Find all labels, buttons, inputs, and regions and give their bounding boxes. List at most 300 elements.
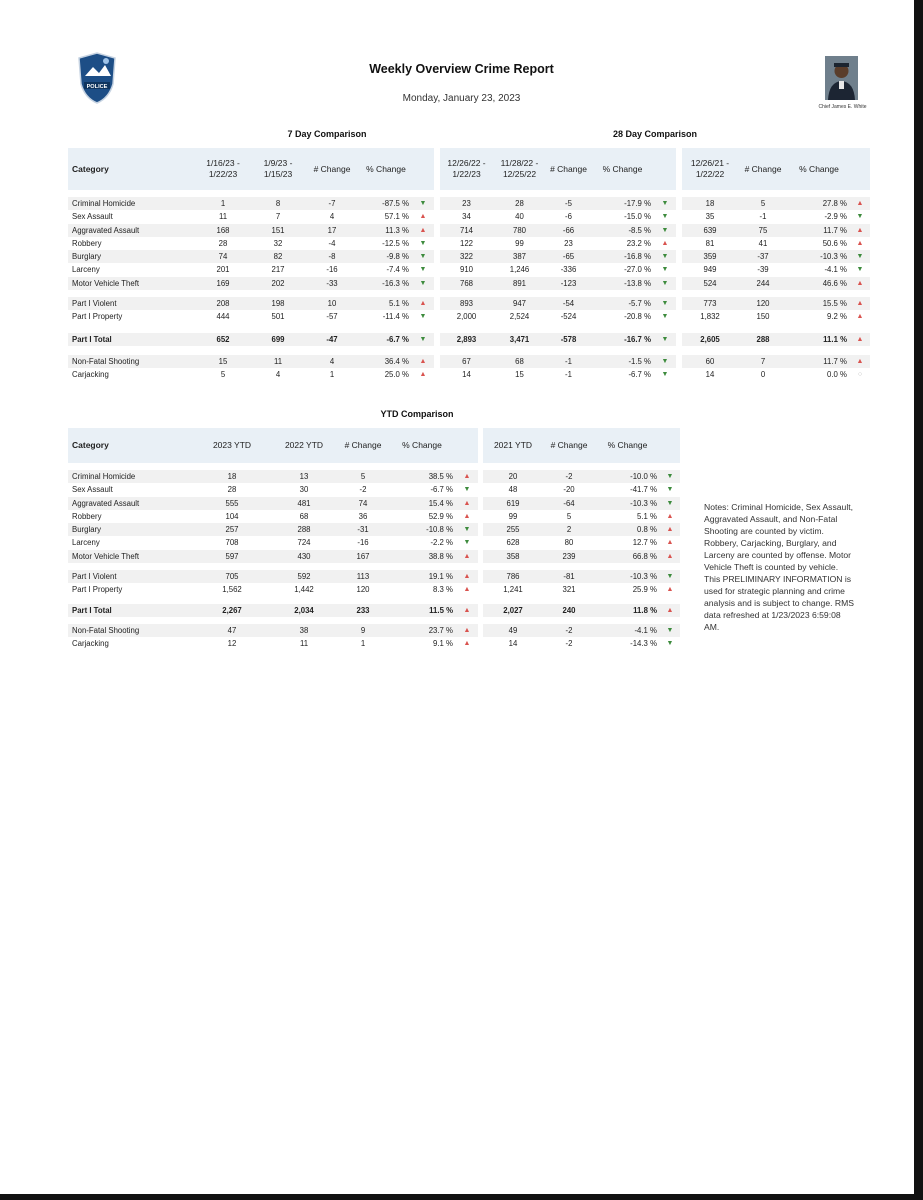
percent-change: -11.4 % xyxy=(382,312,409,322)
col-header-number-change: # Change xyxy=(738,148,788,190)
trend-down-icon: ▼ xyxy=(666,640,674,648)
trend-down-icon: ▼ xyxy=(419,313,427,321)
trend-down-icon: ▼ xyxy=(661,213,669,221)
percent-change: -9.8 % xyxy=(360,250,412,263)
percent-change: 57.1 % xyxy=(384,212,409,222)
row-category: Criminal Homicide xyxy=(68,197,194,210)
table-row-burglary xyxy=(682,250,870,263)
trend-down-icon: ▼ xyxy=(412,250,434,263)
trend-up-icon: ▲ xyxy=(456,470,478,483)
percent-change: 9.1 % xyxy=(433,639,453,649)
trend-up-icon: ▲ xyxy=(660,550,680,563)
col-header-current-period: 12/26/22 - 1/22/23 xyxy=(440,148,493,190)
percent-change: -1.5 % xyxy=(591,355,654,368)
row-category: Part I Total xyxy=(68,604,194,617)
table-row-carjacking xyxy=(440,368,676,381)
row-category: Carjacking xyxy=(72,639,109,649)
trend-up-icon: ▲ xyxy=(850,333,870,346)
number-change: 120 xyxy=(738,297,788,310)
current-value: 619 xyxy=(483,497,543,510)
current-value: 359 xyxy=(682,250,738,263)
current-value: 20 xyxy=(483,470,543,483)
col-header-trend xyxy=(412,148,434,190)
percent-change: -10.3 % xyxy=(595,570,660,583)
current-value: 444 xyxy=(216,312,230,322)
svg-text:POLICE: POLICE xyxy=(86,83,108,90)
number-change: -6 xyxy=(565,212,572,222)
prior-value: 4 xyxy=(275,370,281,380)
prior-value: 724 xyxy=(297,538,311,548)
table-row-carjacking xyxy=(68,368,434,381)
number-change: 239 xyxy=(543,550,595,563)
table-row-criminal-homicide xyxy=(68,470,478,483)
table-row-part-i-property xyxy=(68,310,434,323)
col-header-percent-change: % Change xyxy=(388,428,456,463)
number-change: -33 xyxy=(304,277,360,290)
trend-up-icon: ▲ xyxy=(419,371,427,379)
trend-down-icon: ▼ xyxy=(419,239,427,247)
percent-change: -16.3 % xyxy=(360,277,412,290)
table-row-non-fatal-shooting xyxy=(483,624,680,637)
current-value: 60 xyxy=(682,355,738,368)
prior-value: 780 xyxy=(493,224,546,237)
prior-year-table xyxy=(682,148,870,382)
row-category: Non-Fatal Shooting xyxy=(68,355,194,368)
trend-down-icon: ▼ xyxy=(654,277,676,290)
prior-value: 28 xyxy=(493,197,546,210)
trend-down-icon: ▼ xyxy=(463,486,471,494)
row-category: Aggravated Assault xyxy=(68,224,194,237)
current-value: 714 xyxy=(440,224,493,237)
percent-change: -10.3 % xyxy=(595,497,660,510)
trend-down-icon: ▼ xyxy=(654,250,676,263)
ytd-title: YTD Comparison xyxy=(380,409,454,419)
percent-change: 11.3 % xyxy=(360,224,412,237)
number-change: 113 xyxy=(338,570,388,583)
trend-up-icon: ▲ xyxy=(456,497,478,510)
number-change: -1 xyxy=(759,212,767,222)
row-category: Part I Violent xyxy=(68,297,194,310)
col-header-trend xyxy=(850,148,870,190)
percent-change: -15.0 % xyxy=(624,212,651,222)
chief-caption: Chief James E. White xyxy=(818,104,867,110)
prior-value: 217 xyxy=(271,265,285,275)
col-header-prior-period: 11/28/22 - 12/25/22 xyxy=(493,148,546,190)
current-value: 168 xyxy=(194,224,252,237)
table-row-larceny xyxy=(68,263,434,276)
table-row-part-i-violent xyxy=(483,570,680,583)
table-row-aggravated-assault xyxy=(483,497,680,510)
number-change: -66 xyxy=(546,224,591,237)
trend-down-icon: ▼ xyxy=(660,497,680,510)
percent-change: 36.4 % xyxy=(360,355,412,368)
percent-change: 23.2 % xyxy=(626,238,651,248)
table-row-criminal-homicide xyxy=(68,197,434,210)
trend-down-icon: ▼ xyxy=(412,197,434,210)
row-category: Aggravated Assault xyxy=(68,497,194,510)
current-value: 949 xyxy=(703,265,717,275)
prior-value: 99 xyxy=(515,238,524,248)
col-header-number-change: # Change xyxy=(546,148,591,190)
trend-up-icon: ▲ xyxy=(463,586,471,594)
percent-change: -10.3 % xyxy=(788,250,850,263)
trend-up-icon: ▲ xyxy=(660,523,680,536)
number-change: -2 xyxy=(565,639,573,649)
percent-change: -16.8 % xyxy=(591,250,654,263)
table-row-robbery xyxy=(682,237,870,250)
prior-value: 947 xyxy=(493,297,546,310)
twenty-eight-day-table xyxy=(440,148,676,382)
number-change: 120 xyxy=(356,585,370,595)
current-value: 555 xyxy=(194,497,270,510)
number-change: 74 xyxy=(338,497,388,510)
number-change: 36 xyxy=(358,511,368,521)
table-row-part-i-total xyxy=(440,333,676,346)
current-value: 786 xyxy=(483,570,543,583)
col-header-prior-year-period: 12/26/21 - 1/22/22 xyxy=(682,148,738,190)
table-row-robbery xyxy=(68,510,478,523)
row-category: Carjacking xyxy=(72,370,109,380)
number-change: -336 xyxy=(560,265,577,275)
current-value: 708 xyxy=(225,538,239,548)
number-change: 244 xyxy=(738,277,788,290)
table-row-part-i-property xyxy=(440,310,676,323)
row-category: Part I Property xyxy=(72,312,123,322)
row-category: Robbery xyxy=(72,238,102,248)
number-change: -57 xyxy=(326,312,338,322)
number-change: 5 xyxy=(738,197,788,210)
row-category: Robbery xyxy=(72,511,102,521)
number-change: -54 xyxy=(546,297,591,310)
col-header-number-change: # Change xyxy=(543,428,595,463)
number-change: -1 xyxy=(565,370,572,380)
number-change: 23 xyxy=(564,238,573,248)
current-value: 1,562 xyxy=(222,585,242,595)
table-row-part-i-property xyxy=(68,583,478,596)
percent-change: 5.1 % xyxy=(360,297,412,310)
table-row-carjacking xyxy=(68,637,478,650)
number-change: -39 xyxy=(757,265,769,275)
percent-change: 25.0 % xyxy=(384,370,409,380)
prior-value: 891 xyxy=(493,277,546,290)
current-value: 11 xyxy=(218,212,228,222)
trend-down-icon: ▼ xyxy=(419,266,427,274)
percent-change: -4.1 % xyxy=(595,624,660,637)
current-value: 208 xyxy=(194,297,252,310)
table-row-robbery xyxy=(483,510,680,523)
table-row-motor-vehicle-theft xyxy=(68,277,434,290)
trend-up-icon: ▲ xyxy=(456,570,478,583)
current-value: 34 xyxy=(462,212,471,222)
table-row-part-i-property xyxy=(483,583,680,596)
current-value: 201 xyxy=(216,265,230,275)
current-value: 910 xyxy=(459,265,473,275)
table-row-aggravated-assault xyxy=(68,497,478,510)
trend-up-icon: ▲ xyxy=(856,313,864,321)
current-value: 628 xyxy=(506,538,520,548)
trend-up-icon: ▲ xyxy=(660,604,680,617)
table-row-larceny xyxy=(68,536,478,549)
trend-down-icon: ▼ xyxy=(850,250,870,263)
report-title: Weekly Overview Crime Report xyxy=(369,62,554,76)
number-change: -1 xyxy=(546,355,591,368)
number-change: -524 xyxy=(560,312,577,322)
number-change: -16 xyxy=(326,265,338,275)
current-value: 28 xyxy=(218,238,228,248)
current-value: 597 xyxy=(194,550,270,563)
number-change: 2 xyxy=(543,523,595,536)
col-header-current-week: 1/16/23 - 1/22/23 xyxy=(194,148,252,190)
col-header-trend xyxy=(654,148,676,190)
percent-change: 27.8 % xyxy=(788,197,850,210)
percent-change: 0.0 % xyxy=(827,370,847,380)
current-value: 12 xyxy=(227,639,237,649)
current-value: 14 xyxy=(462,370,471,380)
prior-value: 8 xyxy=(252,197,304,210)
ytd-2021-table xyxy=(483,428,680,651)
number-change: -8 xyxy=(304,250,360,263)
table-row-criminal-homicide xyxy=(440,197,676,210)
current-value: 14 xyxy=(705,370,715,380)
current-value: 773 xyxy=(682,297,738,310)
table-row-criminal-homicide xyxy=(483,470,680,483)
trend-down-icon: ▼ xyxy=(412,277,434,290)
prior-value: 2,524 xyxy=(509,312,530,322)
seven-day-title: 7 Day Comparison xyxy=(287,129,367,139)
current-value: 18 xyxy=(682,197,738,210)
trend-down-icon: ▼ xyxy=(456,523,478,536)
table-row-burglary xyxy=(440,250,676,263)
number-change: 75 xyxy=(738,224,788,237)
current-value: 2,027 xyxy=(483,604,543,617)
current-value: 14 xyxy=(508,639,518,649)
percent-change: -87.5 % xyxy=(360,197,412,210)
table-row-larceny xyxy=(682,263,870,276)
number-change: 0 xyxy=(760,370,766,380)
percent-change: 19.1 % xyxy=(388,570,456,583)
table-row-sex-assault xyxy=(68,210,434,223)
percent-change: -41.7 % xyxy=(630,485,657,495)
number-change: 321 xyxy=(562,585,576,595)
percent-change: -13.8 % xyxy=(591,277,654,290)
percent-change: 52.9 % xyxy=(428,511,453,521)
number-change: -20 xyxy=(563,485,575,495)
number-change: -2 xyxy=(543,470,595,483)
table-row-non-fatal-shooting xyxy=(68,355,434,368)
percent-change: -6.7 % xyxy=(430,485,453,495)
number-change: 41 xyxy=(758,238,768,248)
table-row-part-i-total xyxy=(682,333,870,346)
current-value: 122 xyxy=(459,238,473,248)
prior-value: 32 xyxy=(273,238,283,248)
current-value: 705 xyxy=(194,570,270,583)
col-header-percent-change: % Change xyxy=(591,148,654,190)
trend-up-icon: ▲ xyxy=(666,539,674,547)
trend-down-icon: ▼ xyxy=(654,333,676,346)
table-row-burglary xyxy=(68,250,434,263)
report-date: Monday, January 23, 2023 xyxy=(402,93,521,104)
table-row-robbery xyxy=(68,237,434,250)
current-value: 28 xyxy=(227,485,237,495)
percent-change: 50.6 % xyxy=(822,238,847,248)
current-value: 639 xyxy=(682,224,738,237)
percent-change: 11.8 % xyxy=(595,604,660,617)
prior-value: 38 xyxy=(270,624,338,637)
current-value: 255 xyxy=(483,523,543,536)
trend-down-icon: ▼ xyxy=(654,355,676,368)
trend-flat-icon: ○ xyxy=(857,371,863,379)
trend-up-icon: ▲ xyxy=(856,239,864,247)
current-value: 1,832 xyxy=(700,312,720,322)
current-value: 47 xyxy=(194,624,270,637)
percent-change: 9.2 % xyxy=(827,312,847,322)
current-value: 18 xyxy=(194,470,270,483)
col-header-trend xyxy=(456,428,478,463)
current-value: 5 xyxy=(220,370,226,380)
table-row-sex-assault xyxy=(68,483,478,496)
col-header-2023-ytd: 2023 YTD xyxy=(194,428,270,463)
current-value: 104 xyxy=(225,511,239,521)
number-change: 5 xyxy=(338,470,388,483)
percent-change: -2.9 % xyxy=(824,212,847,222)
table-row-robbery xyxy=(440,237,676,250)
table-row-motor-vehicle-theft xyxy=(440,277,676,290)
row-category: Motor Vehicle Theft xyxy=(68,277,194,290)
prior-value: 11 xyxy=(299,639,309,649)
current-value: 1 xyxy=(194,197,252,210)
row-category: Part I Violent xyxy=(68,570,194,583)
number-change: 167 xyxy=(338,550,388,563)
trend-down-icon: ▼ xyxy=(463,539,471,547)
number-change: -37 xyxy=(738,250,788,263)
number-change: -4 xyxy=(328,238,336,248)
number-change: -65 xyxy=(546,250,591,263)
trend-up-icon: ▲ xyxy=(661,239,669,247)
trend-up-icon: ▲ xyxy=(850,297,870,310)
number-change: 80 xyxy=(564,538,574,548)
trend-up-icon: ▲ xyxy=(412,224,434,237)
number-change: 240 xyxy=(543,604,595,617)
page-edge-right xyxy=(914,0,923,1200)
number-change: 17 xyxy=(304,224,360,237)
table-row-non-fatal-shooting xyxy=(682,355,870,368)
trend-up-icon: ▲ xyxy=(456,550,478,563)
percent-change: 8.3 % xyxy=(433,585,453,595)
col-header-number-change: # Change xyxy=(304,148,360,190)
table-row-part-i-violent xyxy=(682,297,870,310)
percent-change: 12.7 % xyxy=(632,538,657,548)
percent-change: 0.8 % xyxy=(595,523,660,536)
prior-value: 68 xyxy=(299,511,309,521)
number-change: -578 xyxy=(546,333,591,346)
prior-value: 7 xyxy=(275,212,281,222)
current-value: 35 xyxy=(705,212,715,222)
number-change: 1 xyxy=(329,370,335,380)
percent-change: -17.9 % xyxy=(591,197,654,210)
trend-down-icon: ▼ xyxy=(660,470,680,483)
percent-change: -8.5 % xyxy=(591,224,654,237)
trend-down-icon: ▼ xyxy=(661,266,669,274)
col-header-percent-change: % Change xyxy=(788,148,850,190)
table-row-part-i-total xyxy=(68,333,434,346)
percent-change: 11.7 % xyxy=(788,355,850,368)
number-change: 150 xyxy=(756,312,770,322)
number-change: -2 xyxy=(543,624,595,637)
prior-value: 13 xyxy=(270,470,338,483)
percent-change: -10.0 % xyxy=(595,470,660,483)
trend-up-icon: ▲ xyxy=(463,640,471,648)
trend-up-icon: ▲ xyxy=(412,355,434,368)
prior-value: 3,471 xyxy=(493,333,546,346)
prior-value: 82 xyxy=(252,250,304,263)
table-row-criminal-homicide xyxy=(682,197,870,210)
twenty-eight-day-title: 28 Day Comparison xyxy=(612,129,698,139)
table-row-part-i-total xyxy=(68,604,478,617)
prior-value: 11 xyxy=(252,355,304,368)
row-category: Larceny xyxy=(72,265,100,275)
row-category: Sex Assault xyxy=(72,212,113,222)
row-category: Part I Property xyxy=(72,585,123,595)
table-row-larceny xyxy=(483,536,680,549)
row-category: Sex Assault xyxy=(72,485,113,495)
percent-change: 46.6 % xyxy=(788,277,850,290)
percent-change: 15.4 % xyxy=(388,497,456,510)
table-row-part-i-property xyxy=(682,310,870,323)
percent-change: 38.5 % xyxy=(388,470,456,483)
prior-value: 40 xyxy=(515,212,524,222)
col-header-category: Category xyxy=(68,148,194,190)
trend-down-icon: ▼ xyxy=(666,486,674,494)
col-header-prior-week: 1/9/23 - 1/15/23 xyxy=(252,148,304,190)
col-header-trend xyxy=(660,428,680,463)
trend-up-icon: ▲ xyxy=(456,624,478,637)
row-category: Larceny xyxy=(72,538,100,548)
percent-change: -12.5 % xyxy=(382,238,409,248)
percent-change: 38.8 % xyxy=(388,550,456,563)
percent-change: 25.9 % xyxy=(632,585,657,595)
table-row-non-fatal-shooting xyxy=(68,624,478,637)
table-row-burglary xyxy=(68,523,478,536)
number-change: -81 xyxy=(543,570,595,583)
current-value: 768 xyxy=(440,277,493,290)
prior-value: 387 xyxy=(493,250,546,263)
col-header-percent-change: % Change xyxy=(595,428,660,463)
prior-value: 15 xyxy=(515,370,524,380)
prior-value: 592 xyxy=(270,570,338,583)
table-row-sex-assault xyxy=(682,210,870,223)
current-value: 2,267 xyxy=(194,604,270,617)
current-value: 74 xyxy=(194,250,252,263)
trend-up-icon: ▲ xyxy=(850,277,870,290)
current-value: 49 xyxy=(483,624,543,637)
trend-up-icon: ▲ xyxy=(456,604,478,617)
trend-down-icon: ▼ xyxy=(661,313,669,321)
number-change: -16 xyxy=(357,538,369,548)
trend-down-icon: ▼ xyxy=(654,224,676,237)
chief-portrait xyxy=(825,56,858,100)
prior-value: 1,246 xyxy=(509,265,530,275)
number-change: -47 xyxy=(304,333,360,346)
prior-value: 68 xyxy=(493,355,546,368)
percent-change: 15.5 % xyxy=(788,297,850,310)
percent-change: 5.1 % xyxy=(637,511,657,521)
page-edge-bottom xyxy=(0,1194,923,1200)
number-change: -123 xyxy=(546,277,591,290)
table-row-larceny xyxy=(440,263,676,276)
percent-change: -4.1 % xyxy=(824,265,847,275)
current-value: 1,241 xyxy=(503,585,523,595)
trend-down-icon: ▼ xyxy=(660,570,680,583)
